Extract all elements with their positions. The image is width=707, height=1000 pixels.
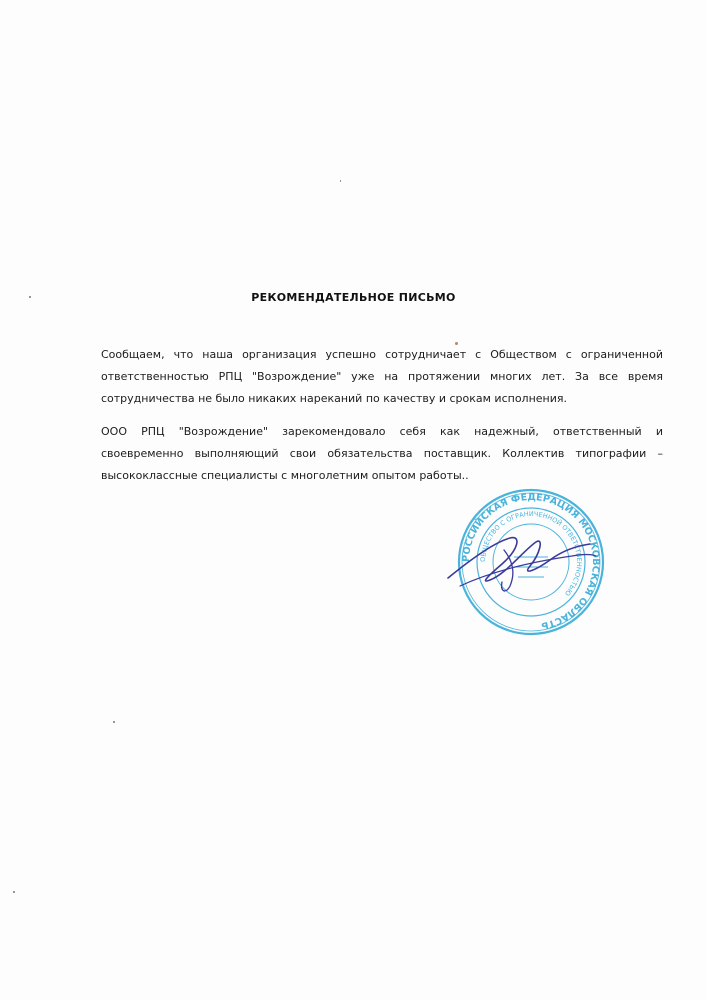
handwritten-signature-icon [440,520,600,600]
seal-inner-text: ОБЩЕСТВО С ОГРАНИЧЕННОЙ ОТВЕТСТВЕННОСТЬЮ [478,509,584,598]
seal-outer-text: РОССИЙСКАЯ ФЕДЕРАЦИЯ МОСКОВСКАЯ ОБЛАСТЬ [460,491,602,632]
scan-speck [113,721,115,723]
scan-speck [29,296,31,298]
scan-speck [13,891,15,893]
letter-title: РЕКОМЕНДАТЕЛЬНОЕ ПИСЬМО [251,291,456,304]
scan-speck [340,180,341,182]
letter-paragraph-1: Сообщаем, что наша организация успешно сотрудничает с Обществом с ограниченной ответственностью РПЦ "Возрождение" уже на протяжении многих лет. За все время сотрудничества не было никаких нареканий по качеству и срокам исполнения. [101,348,663,405]
letter-paragraph-2: ООО РПЦ "Возрождение" зарекомендовало себя как надежный, ответственный и своевременно выполняющий свои обязательства поставщик. Коллектив типографии – высококлассные специалисты с многолетним опытом работы.. [101,425,663,482]
scan-speck [455,342,458,345]
